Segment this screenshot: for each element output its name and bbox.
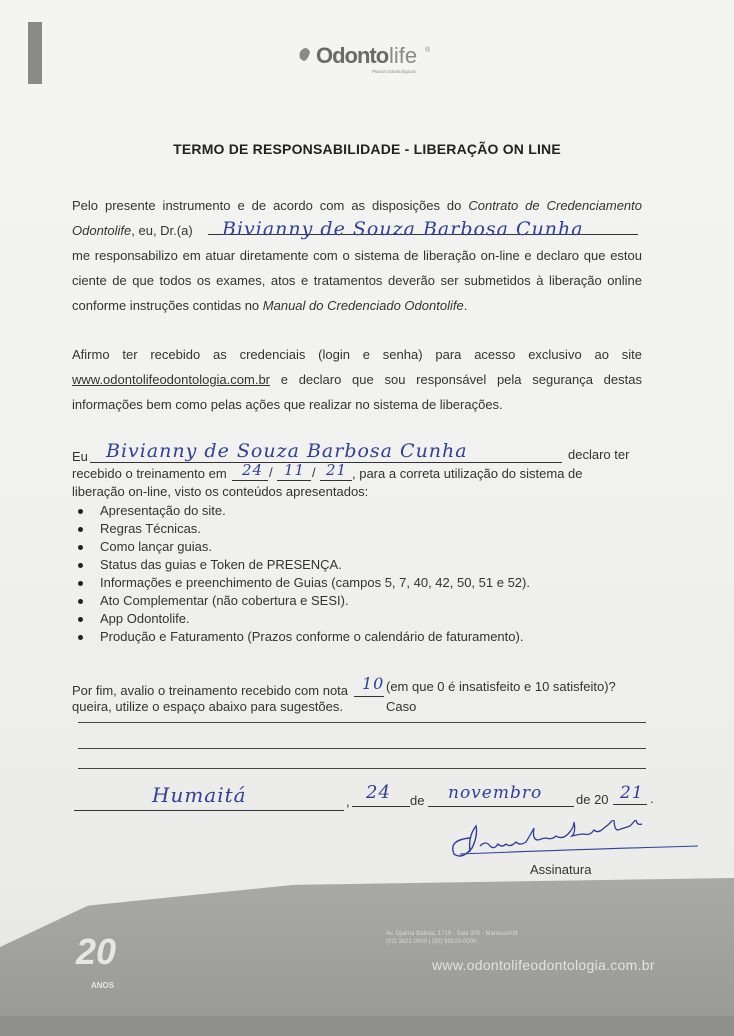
place-date-line: Humaitá , 24 de novembro de 20 21 . bbox=[72, 786, 662, 812]
desk-surface bbox=[0, 1016, 734, 1036]
rating-line-1: Por fim, avalio o treinamento recebido com nota 10 (em que 0 é insatisfeito e 10 satisfeito)? Caso bbox=[72, 674, 616, 714]
day-handwritten: 24 bbox=[366, 782, 391, 803]
p3-line-3: liberação on-line, visto os conteúdos apresentados: bbox=[72, 484, 369, 499]
logo-reg: ® bbox=[425, 47, 431, 54]
document-title: TERMO DE RESPONSABILIDADE - LIBERAÇÃO ON LINE bbox=[173, 141, 561, 157]
training-date-year: 21 bbox=[326, 461, 348, 479]
paragraph-2 bbox=[72, 342, 642, 417]
list-item: Apresentação do site. bbox=[78, 502, 530, 520]
logo-text-light: life bbox=[389, 43, 418, 68]
odontolife-logo bbox=[296, 40, 436, 74]
logo-tagline: Planos Odontológicos bbox=[372, 69, 416, 74]
suggestion-line-2[interactable] bbox=[78, 748, 646, 749]
p2-line-1: Afirmo ter recebido as credenciais (login e senha) para acesso exclusivo ao site bbox=[72, 347, 642, 362]
month-handwritten: novembro bbox=[448, 783, 543, 803]
p1-line-3: me responsabilizo em atuar diretamente com o sistema de liberação on-line e declaro que estou bbox=[72, 248, 642, 263]
training-date-month: 11 bbox=[284, 461, 306, 479]
paragraph-1 bbox=[72, 193, 642, 318]
suggestion-line-1[interactable] bbox=[78, 722, 646, 723]
list-item: Produção e Faturamento (Prazos conforme o calendário de faturamento). bbox=[78, 628, 530, 646]
rating-score: 10 bbox=[362, 674, 385, 693]
list-item: Como lançar guias. bbox=[78, 538, 530, 556]
badge-number: 20 bbox=[76, 931, 117, 972]
p2-line-2: www.odontolifeodontologia.com.br e declaro que sou responsável pela segurança destas bbox=[72, 372, 642, 387]
list-item: Regras Técnicas. bbox=[78, 520, 530, 538]
footer-address: Av. Djalma Batista, 1719 - Sala 305 - Manaus/AM (92) 3622-0000 | (92) 98100-0000 bbox=[386, 931, 518, 945]
site-link[interactable]: www.odontolifeodontologia.com.br bbox=[72, 372, 271, 387]
logo-text-main: Odonto bbox=[316, 43, 389, 68]
footer-url[interactable]: www.odontolifeodontologia.com.br bbox=[432, 957, 655, 973]
badge-word: ANOS bbox=[91, 981, 115, 990]
suggestion-line-3[interactable] bbox=[78, 768, 646, 769]
list-item: Informações e preenchimento de Guias (campos 5, 7, 40, 42, 50, 51 e 52). bbox=[78, 574, 530, 592]
signature-handwritten bbox=[440, 820, 710, 860]
training-topics-list bbox=[78, 502, 530, 646]
dentist-name-handwritten: Bivianny de Souza Barbosa Cunha bbox=[222, 218, 584, 240]
list-item: Ato Complementar (não cobertura e SESI). bbox=[78, 592, 530, 610]
training-date-day: 24 bbox=[242, 461, 264, 479]
signature-label: Assinatura bbox=[530, 862, 592, 877]
p1-line-2: Odontolife, eu, Dr.(a) Bivianny de Souza Barbosa Cunha bbox=[72, 218, 642, 243]
anniversary-badge bbox=[76, 931, 136, 990]
city-handwritten: Humaitá bbox=[152, 783, 247, 807]
p3-line-2: recebido o treinamento em 24 / 11 / 21 , para a correta utilização do sistema de bbox=[72, 461, 583, 481]
rating-paragraph bbox=[72, 674, 642, 717]
p3-line-1: Eu Bivianny de Souza Barbosa Cunha declaro ter bbox=[72, 440, 630, 464]
list-item: App Odontolife. bbox=[78, 610, 530, 628]
side-label-strip bbox=[28, 22, 42, 84]
p2-line-3: informações bem como pelas ações que realizar no sistema de liberações. bbox=[72, 397, 503, 412]
year-handwritten: 21 bbox=[620, 783, 644, 803]
list-item: Status das guias e Token de PRESENÇA. bbox=[78, 556, 530, 574]
p1-line-4: ciente de que todos os exames, atos e tratamentos deverão ser submetidos à liberação online bbox=[72, 273, 642, 288]
p1-line-1: Pelo presente instrumento e de acordo com as disposições do Contrato de Credenciamento bbox=[72, 198, 642, 213]
p1-line-5: conforme instruções contidas no Manual do Credenciado Odontolife. bbox=[72, 298, 468, 313]
trainee-name-handwritten: Bivianny de Souza Barbosa Cunha bbox=[106, 440, 468, 462]
rating-line-2: queira, utilize o espaço abaixo para sugestões. bbox=[72, 699, 344, 714]
paragraph-3 bbox=[72, 440, 642, 501]
